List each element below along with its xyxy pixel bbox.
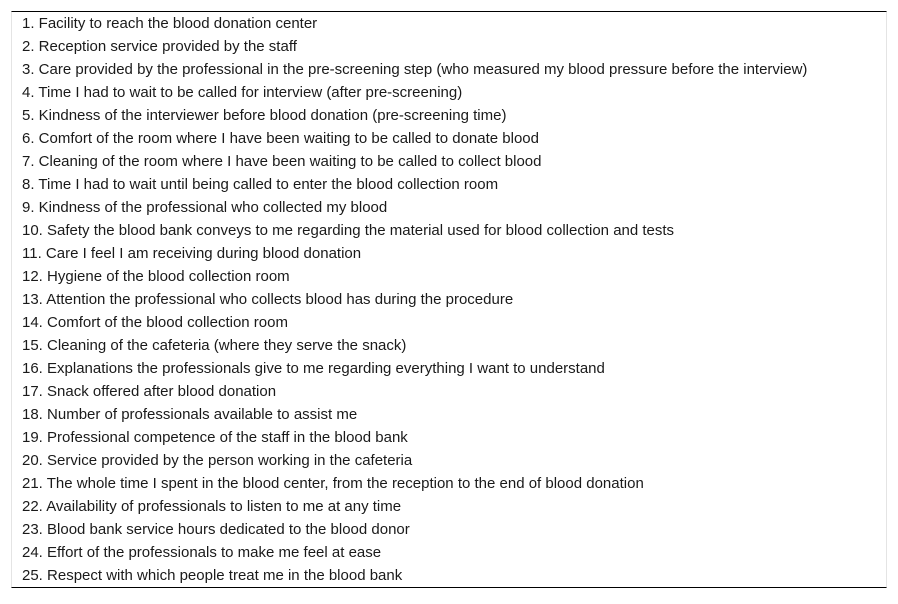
- table-row: [12, 35, 886, 58]
- table-cell: 1. Facility to reach the blood donation center: [22, 15, 318, 32]
- table-cell: 12. Hygiene of the blood collection room: [22, 268, 290, 285]
- table-cell: 13. Attention the professional who collects blood has during the procedure: [22, 291, 514, 308]
- table-cell: 19. Professional competence of the staff in the blood bank: [22, 429, 408, 446]
- table-cell: 2. Reception service provided by the staff: [22, 38, 297, 55]
- table-row: [12, 12, 886, 35]
- table-cell: 5. Kindness of the interviewer before blood donation (pre-screening time): [22, 107, 507, 124]
- table-cell: 8. Time I had to wait until being called to enter the blood collection room: [22, 176, 499, 193]
- table-row: [12, 58, 886, 81]
- table-cell: 15. Cleaning of the cafeteria (where they serve the snack): [22, 337, 407, 354]
- survey-items-list: [12, 12, 886, 587]
- table-cell: 10. Safety the blood bank conveys to me regarding the material used for blood collection and tests: [22, 222, 675, 239]
- table-row: [12, 242, 886, 265]
- table-cell: 14. Comfort of the blood collection room: [22, 314, 288, 331]
- table-cell: 4. Time I had to wait to be called for interview (after pre-screening): [22, 84, 463, 101]
- table-row: [12, 104, 886, 127]
- table-row: [12, 380, 886, 403]
- table-row: [12, 288, 886, 311]
- table-cell: 21. The whole time I spent in the blood center, from the reception to the end of blood donation: [22, 475, 644, 492]
- table-cell: 3. Care provided by the professional in the pre-screening step (who measured my blood pressure before the interview): [22, 61, 808, 78]
- table-row: [12, 403, 886, 426]
- table-row: [12, 311, 886, 334]
- table-cell: 9. Kindness of the professional who collected my blood: [22, 199, 388, 216]
- table-row: [12, 518, 886, 541]
- table-row: [12, 127, 886, 150]
- table-row: [12, 564, 886, 587]
- table-row: [12, 472, 886, 495]
- table-cell: 20. Service provided by the person working in the cafeteria: [22, 452, 413, 469]
- table-row: [12, 541, 886, 564]
- table-row: [12, 196, 886, 219]
- table-cell: 6. Comfort of the room where I have been waiting to be called to donate blood: [22, 130, 539, 147]
- table-row: [12, 357, 886, 380]
- table-row: [12, 426, 886, 449]
- table-cell: 23. Blood bank service hours dedicated to the blood donor: [22, 521, 410, 538]
- table-row: [12, 150, 886, 173]
- table-row: [12, 449, 886, 472]
- table-cell: 17. Snack offered after blood donation: [22, 383, 277, 400]
- table-row: [12, 334, 886, 357]
- table-row: [12, 219, 886, 242]
- table-row: [12, 495, 886, 518]
- table-row: [12, 81, 886, 104]
- table-cell: 22. Availability of professionals to listen to me at any time: [22, 498, 402, 515]
- table-row: [12, 265, 886, 288]
- table-cell: 25. Respect with which people treat me in the blood bank: [22, 567, 403, 584]
- table-cell: 16. Explanations the professionals give to me regarding everything I want to understand: [22, 360, 605, 377]
- table-cell: 24. Effort of the professionals to make me feel at ease: [22, 544, 382, 561]
- table-cell: 11. Care I feel I am receiving during blood donation: [22, 245, 362, 262]
- survey-items-table: [11, 11, 887, 588]
- table-row: [12, 173, 886, 196]
- table-cell: 18. Number of professionals available to assist me: [22, 406, 358, 423]
- table-cell: 7. Cleaning of the room where I have been waiting to be called to collect blood: [22, 153, 542, 170]
